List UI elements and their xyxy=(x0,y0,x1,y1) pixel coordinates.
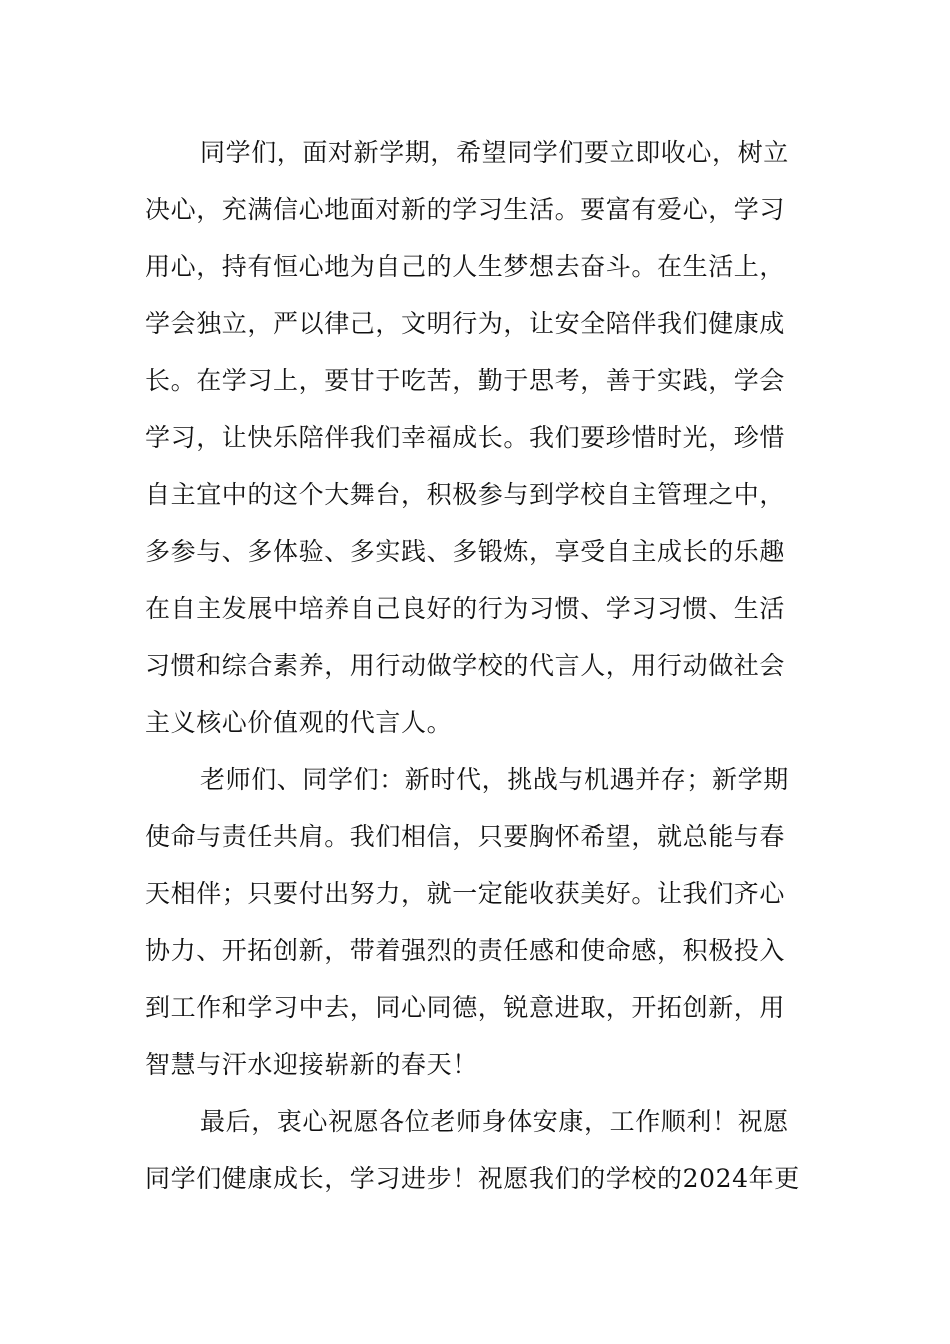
text-line: 在自主发展中培养自己良好的行为习惯、学习习惯、生活 xyxy=(145,594,786,623)
text-line: 决心，充满信心地面对新的学习生活。要富有爱心，学习 xyxy=(145,195,786,224)
text-line: 老师们、同学们：新时代，挑战与机遇并存；新学期 xyxy=(200,765,789,794)
text-line: 学习，让快乐陪伴我们幸福成长。我们要珍惜时光，珍惜 xyxy=(145,423,786,452)
text-line: 同学们健康成长，学习进步！祝愿我们的学校的2024年更 xyxy=(145,1164,800,1193)
text-line: 学会独立，严以律己，文明行为，让安全陪伴我们健康成 xyxy=(145,309,786,338)
text-line: 智慧与汗水迎接崭新的春天！ xyxy=(145,1050,478,1079)
text-line: 多参与、多体验、多实践、多锻炼，享受自主成长的乐趣 xyxy=(145,537,786,566)
text-line: 用心，持有恒心地为自己的人生梦想去奋斗。在生活上， xyxy=(145,252,786,281)
document-body xyxy=(145,124,810,1207)
text-line: 协力、开拓创新，带着强烈的责任感和使命感，积极投入 xyxy=(145,936,786,965)
text-line: 天相伴；只要付出努力，就一定能收获美好。让我们齐心 xyxy=(145,879,786,908)
text-line: 同学们，面对新学期，希望同学们要立即收心，树立 xyxy=(200,138,789,167)
text-line: 使命与责任共肩。我们相信，只要胸怀希望，就总能与春 xyxy=(145,822,786,851)
text-line: 自主宜中的这个大舞台，积极参与到学校自主管理之中， xyxy=(145,480,786,509)
text-line: 到工作和学习中去，同心同德，锐意进取，开拓创新，用 xyxy=(145,993,786,1022)
paragraph-1 xyxy=(145,124,810,751)
text-line: 长。在学习上，要甘于吃苦，勤于思考，善于实践，学会 xyxy=(145,366,786,395)
paragraph-2 xyxy=(145,751,810,1093)
text-line: 最后，衷心祝愿各位老师身体安康，工作顺利！祝愿 xyxy=(200,1107,789,1136)
text-line: 习惯和综合素养，用行动做学校的代言人，用行动做社会 xyxy=(145,651,786,680)
text-line: 主义核心价值观的代言人。 xyxy=(145,708,453,737)
paragraph-3 xyxy=(145,1093,810,1207)
